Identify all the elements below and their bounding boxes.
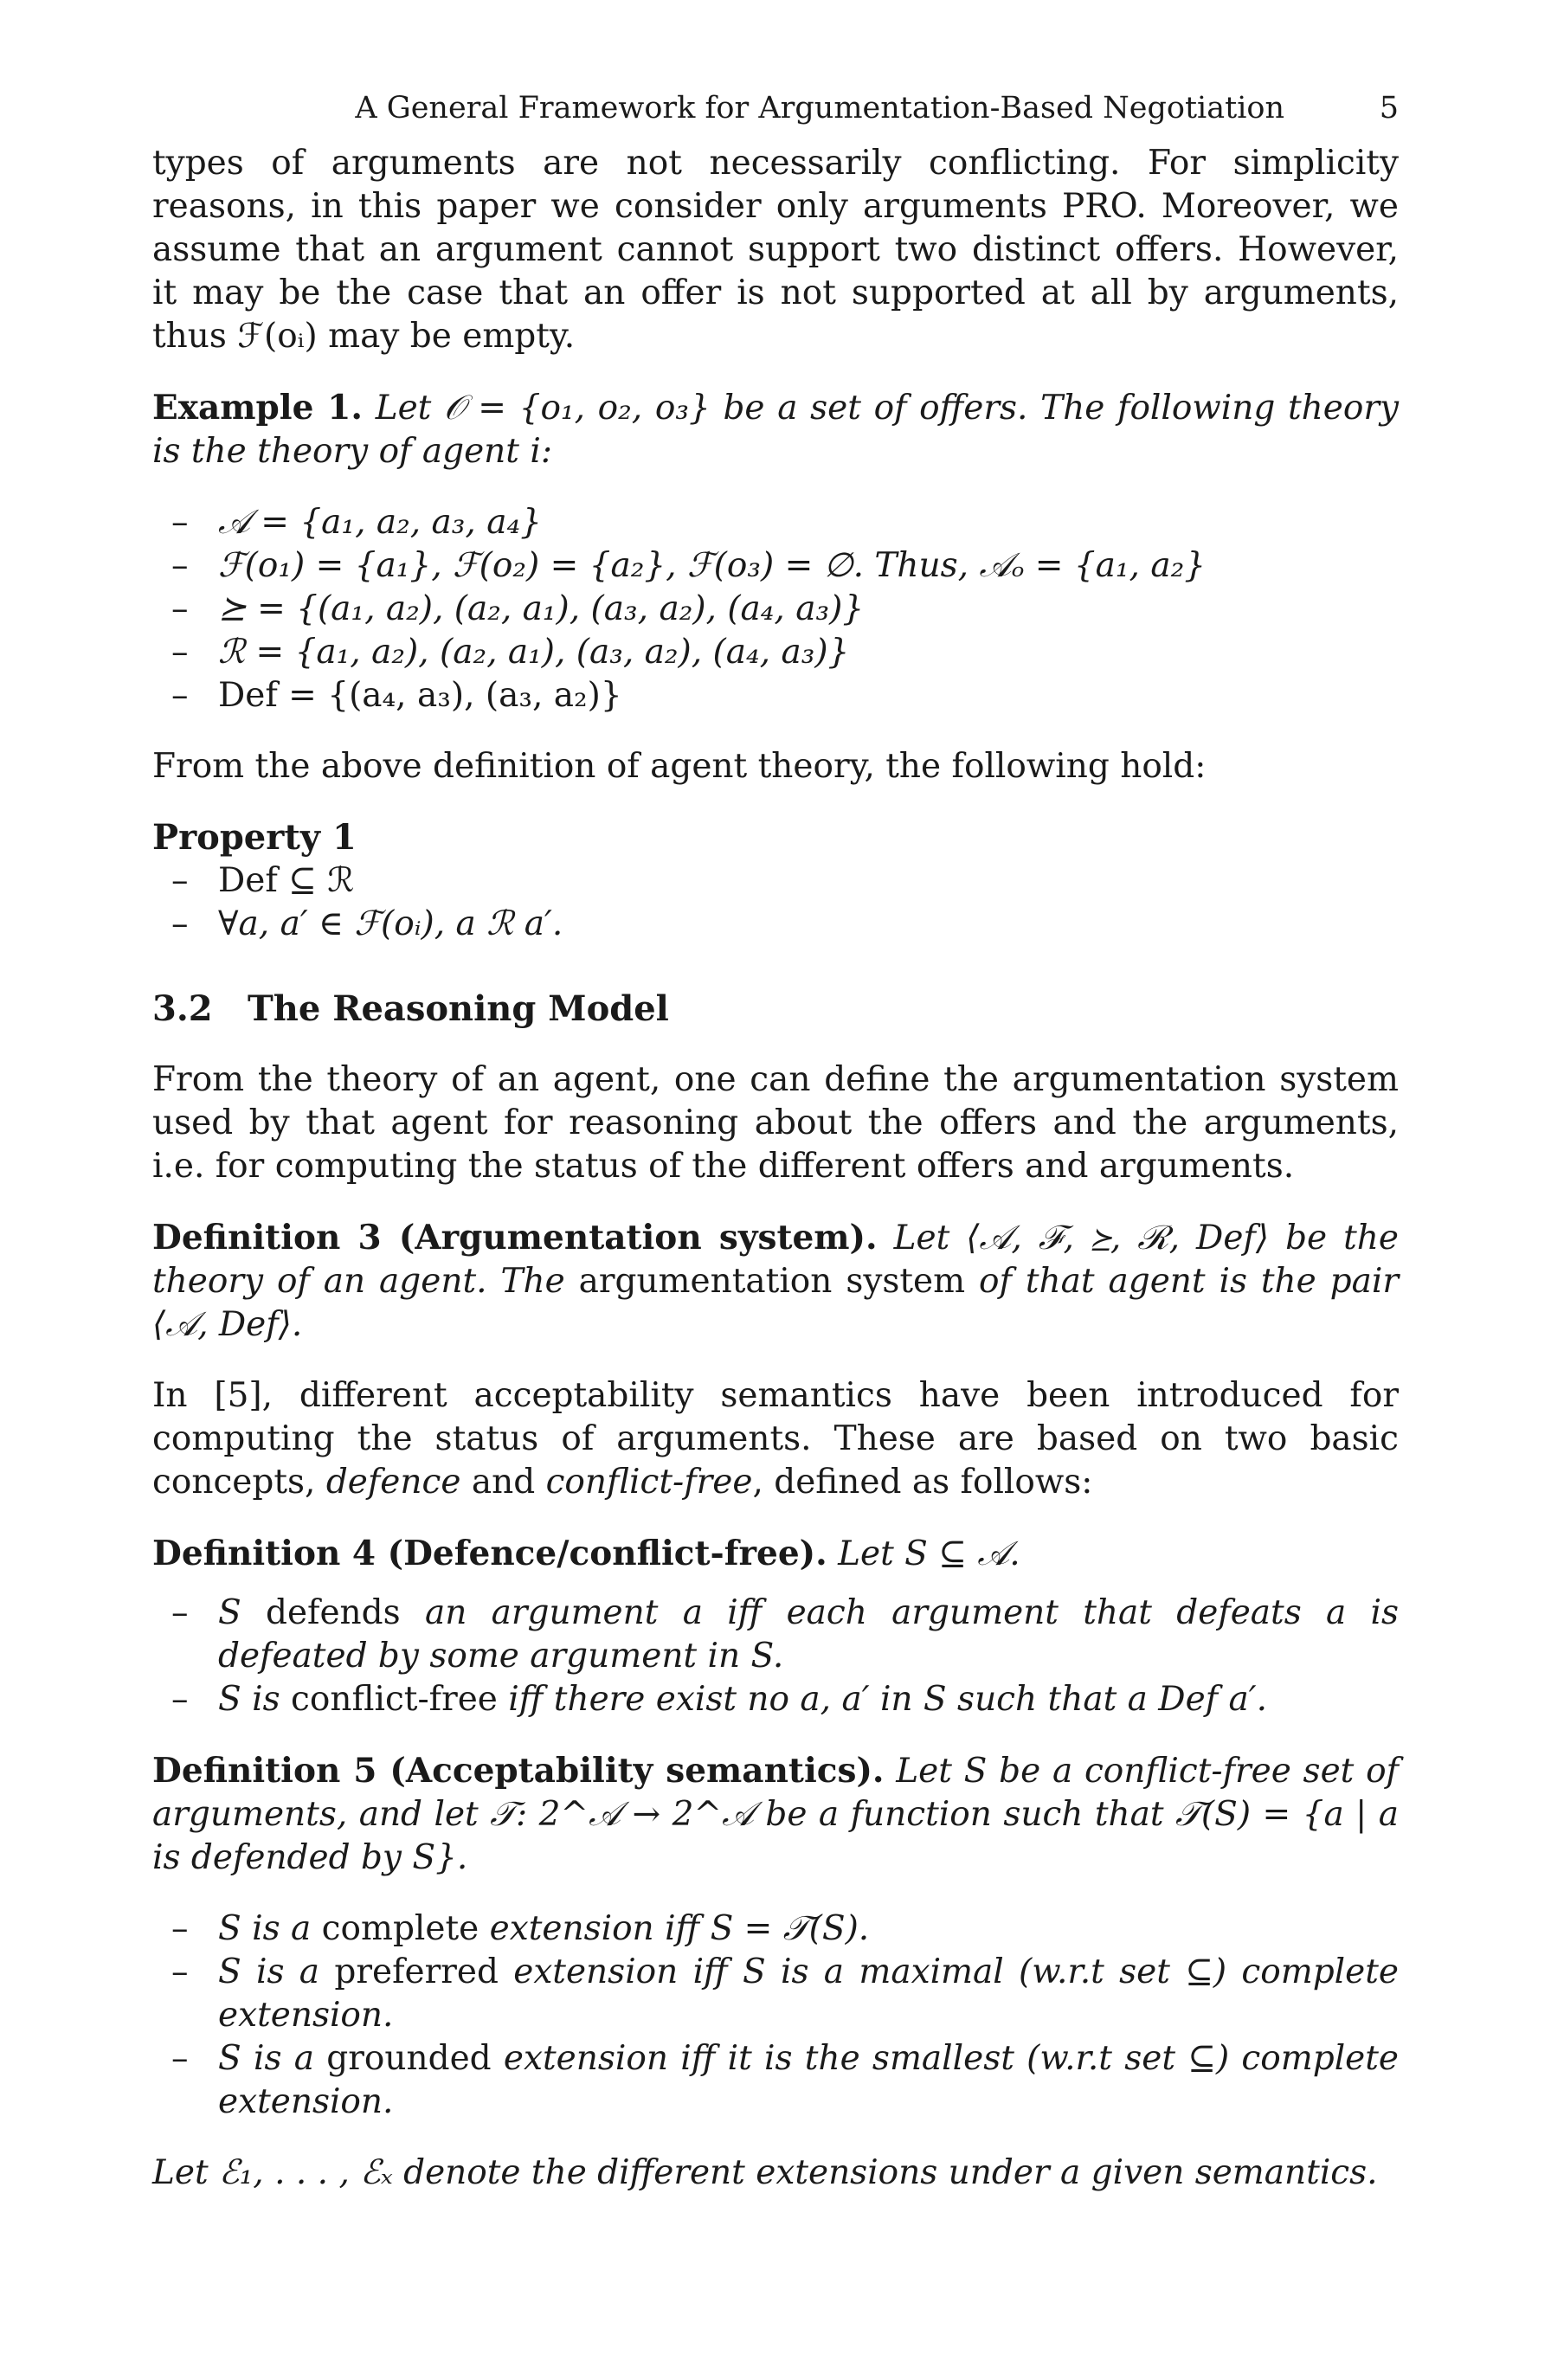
property-1 — [152, 816, 1399, 946]
example-1 — [152, 386, 1399, 473]
example-text: Let 𝒪 = {o₁, o₂, o₃} be a set of offers. The following theory is the theory of agent i: — [152, 389, 1399, 471]
property-list — [152, 859, 1399, 946]
definition-label: Definition 3 (Argumentation system). — [152, 1218, 878, 1258]
property-label: Property 1 — [152, 817, 357, 858]
running-header — [152, 87, 1399, 142]
list-item: – Def ⊆ ℛ — [152, 859, 1399, 903]
page — [152, 87, 1399, 2195]
section-title: The Reasoning Model — [248, 988, 669, 1029]
definition-label: Definition 5 (Acceptability semantics). — [152, 1751, 885, 1791]
section-number: 3.2 — [152, 988, 213, 1029]
definition-5: Definition 5 (Acceptability semantics). Let S be a conflict-free set of arguments, and let 𝒯: 2^𝒜 → 2^𝒜 be a function such that 𝒯(S) = {a | a is defended by S}. — [152, 1751, 1399, 1877]
definition-3: Definition 3 (Argumentation system). Let ⟨𝒜, ℱ, ⪰, ℛ, Def⟩ be the theory of an agent. The argumentation system of that agent is the pair ⟨𝒜, Def⟩. — [152, 1218, 1399, 1344]
section-paragraph: From the theory of an agent, one can define the argumentation system used by that agent for reasoning about the offers and the arguments, i.e. for computing the status of the different offers and arguments. — [152, 1060, 1399, 1186]
definition-5-list — [152, 1907, 1399, 2124]
list-item: – ∀a, a′ ∈ ℱ(oᵢ), a ℛ a′. — [152, 903, 1399, 946]
section-heading — [152, 987, 1399, 1031]
list-item: – S is a preferred extension iff S is a maximal (w.r.t set ⊆) complete extension. — [152, 1951, 1399, 2037]
definition-4: Definition 4 (Defence/conflict-free). Let S ⊆ 𝒜. — [152, 1534, 1020, 1573]
example-list — [152, 501, 1399, 717]
after-example-paragraph: From the above definition of agent theory, the following hold: — [152, 747, 1207, 786]
list-item: – ℱ(o₁) = {a₁}, ℱ(o₂) = {a₂}, ℱ(o₃) = ∅. Thus, 𝒜ₒ = {a₁, a₂} — [152, 544, 1399, 588]
closing-line: Let ℰ₁, . . . , ℰₓ denote the different extensions under a given semantics. — [152, 2153, 1378, 2192]
list-item: – ⪰ = {(a₁, a₂), (a₂, a₁), (a₃, a₂), (a₄, a₃)} — [152, 588, 1399, 631]
page-number: 5 — [1379, 91, 1399, 125]
intro-paragraph: types of arguments are not necessarily conflicting. For simplicity reasons, in this paper we consider only arguments PRO. Moreover, we assume that an argument cannot support two distinct offers. However, it may be the case that an offer is not supported at all by arguments, thus ℱ(oᵢ) may be empty. — [152, 144, 1399, 356]
list-item: – S is a grounded extension iff it is the smallest (w.r.t set ⊆) complete extension. — [152, 2037, 1399, 2124]
definition-label: Definition 4 (Defence/conflict-free). — [152, 1534, 827, 1573]
semantics-paragraph: In [5], different acceptability semantics have been introduced for computing the status of arguments. These are based on two basic concepts, defence and conflict-free, defined as follows: — [152, 1376, 1399, 1502]
list-item: – Def = {(a₄, a₃), (a₃, a₂)} — [152, 674, 1399, 717]
list-item: – S is a complete extension iff S = 𝒯(S). — [152, 1907, 1399, 1951]
running-title: A General Framework for Argumentation-Based Negotiation — [355, 91, 1284, 125]
list-item: – S is conflict-free iff there exist no a, a′ in S such that a Def a′. — [152, 1678, 1399, 1721]
list-item: – 𝒜 = {a₁, a₂, a₃, a₄} — [152, 501, 1399, 544]
example-label: Example 1. — [152, 388, 363, 428]
list-item: – S defends an argument a iff each argument that defeats a is defeated by some argument in S. — [152, 1592, 1399, 1678]
list-item: – ℛ = {a₁, a₂), (a₂, a₁), (a₃, a₂), (a₄, a₃)} — [152, 631, 1399, 674]
definition-4-list — [152, 1592, 1399, 1721]
